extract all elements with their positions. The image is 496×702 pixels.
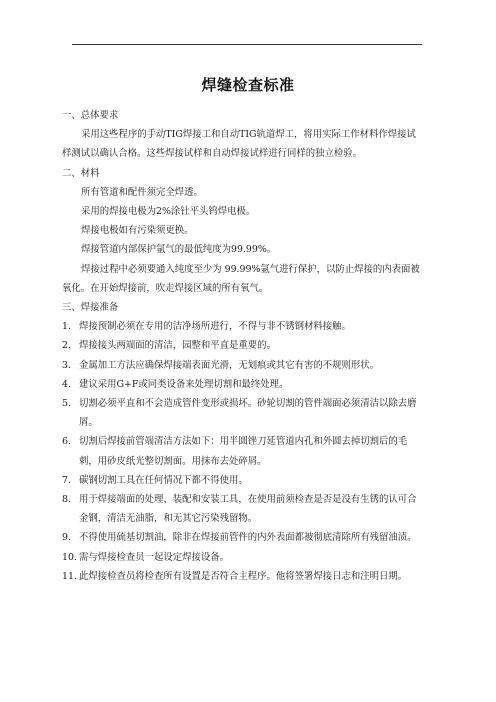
list-item <box>62 490 424 528</box>
list-item-text: 金属加工方法应确保焊接端表面光滑，无划痕或其它有害的不规则形状。 <box>79 359 380 371</box>
section-heading: 一、总体要求 <box>62 110 119 121</box>
paragraph: 焊接管道内部保护氩气的最低纯度为99.99%。 <box>81 244 277 256</box>
header-rule <box>72 44 422 45</box>
list-item <box>62 336 424 355</box>
list-item-text: 不得使用硫基切割油，除非在焊接前管件的内外表面都被彻底清除所有残留油渍。 <box>79 532 417 544</box>
list-item <box>62 375 424 394</box>
list-item-number: 1. <box>62 321 71 333</box>
list-item-number: 8. <box>62 494 71 506</box>
list-item-text: 碳钢切割工具在任何情况下都不得使用。 <box>79 474 248 486</box>
list-item-number: 5. <box>62 398 71 410</box>
list-item-number: 3. <box>62 359 71 371</box>
list-item-number: 2. <box>62 340 71 352</box>
list-item <box>62 528 424 547</box>
section-heading: 二、材料 <box>62 167 100 179</box>
list-item <box>62 471 424 490</box>
list-item <box>62 356 424 375</box>
paragraph: 采用这些程序的手动TIG焊接工和自动TIG轨道焊工，将用实际工作材料作焊接试样测试以确认合格。这些焊接试样和自动焊接试样进行同样的独立检验。 <box>62 129 416 160</box>
paragraph: 所有管道和配件须完全焊透。 <box>81 186 203 198</box>
list-item-text: 切割必须平直和不会造成管件变形或损坏。砂轮切割的管件端面必须清洁以除去磨屑。 <box>79 398 417 429</box>
section-heading: 三、焊接准备 <box>62 302 119 314</box>
list-item <box>62 548 424 567</box>
list-item <box>62 567 424 586</box>
list-item-number: 7. <box>62 474 71 486</box>
list-item-text: 需与焊接检查员一起设定焊接设备。 <box>79 551 230 563</box>
list-item-number: 6. <box>62 436 71 448</box>
list-item <box>62 394 424 432</box>
list-item-text: 焊接接头两端面的清洁，园整和平直是重要的。 <box>79 340 276 352</box>
document-title: 焊缝检查标准 <box>201 76 295 94</box>
list-item-text: 此焊接检查员将检查所有设置是否符合主程序。他将签署焊接日志和注明日期。 <box>79 570 408 582</box>
list-item-number: 11. <box>62 570 77 582</box>
document-body <box>62 106 424 586</box>
list-item <box>62 317 424 336</box>
list-item-text: 建议采用G+F或同类设备来处理切割和最终处理。 <box>79 378 289 390</box>
paragraph: 焊接电极如有污染须更换。 <box>81 225 194 237</box>
list-item-number: 9. <box>62 532 71 544</box>
list-item-number: 10. <box>62 551 77 563</box>
list-item-number: 4. <box>62 378 71 390</box>
list-item-text: 切割后焊接前管端清洁方法如下：用半圆锉刀延管道内孔和外圆去掉切割后的毛刺，用砂皮纸光整切割面。用抹布去处碎屑。 <box>79 436 408 467</box>
list-item-text: 用于焊接端面的处理、装配和安装工具，在使用前须检查是否是没有生锈的认可合金钢，清洁无油脂，和无其它污染残留物。 <box>79 494 417 525</box>
paragraph: 焊接过程中必须要通入纯度至少为 99.99%氩气进行保护，以防止焊接的内表面被氧化。在开始焊接前，吹走焊接区域的所有氧气。 <box>62 263 420 294</box>
list-item <box>62 432 424 470</box>
list-item-text: 焊接预制必须在专用的洁净场所进行，不得与非不锈钢材料接触。 <box>79 321 351 333</box>
paragraph: 采用的焊接电极为2%涂钍平头钨焊电极。 <box>81 206 256 218</box>
